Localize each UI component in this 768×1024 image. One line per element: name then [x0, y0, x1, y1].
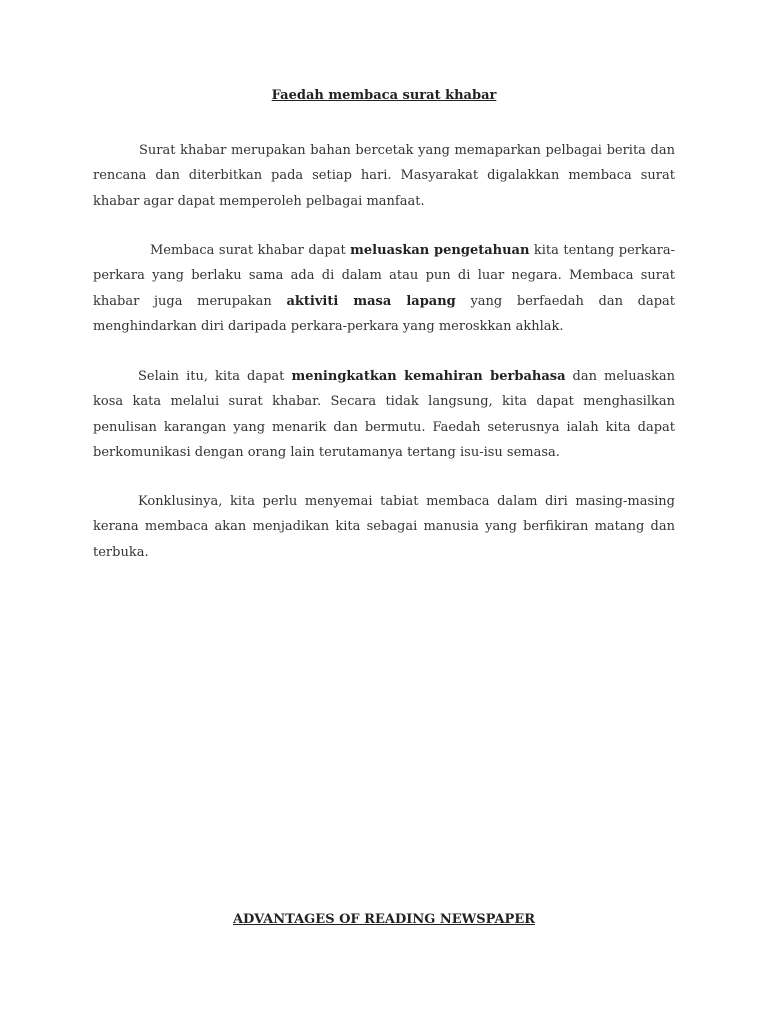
highlight-leisure: aktiviti masa lapang	[286, 293, 456, 309]
footer-title: ADVANTAGES OF READING NEWSPAPER	[232, 912, 536, 927]
paragraph-knowledge-text-1: Membaca surat khabar dapat	[150, 243, 351, 258]
highlight-language: meningkatkan kemahiran berbahasa	[291, 369, 566, 384]
paragraph-conclusion-text: Konklusinya, kita perlu menyemai tabiat membaca dalam diri masing-masing kerana membaca akan menjadikan kita sebagai manusia yang berfikiran matang dan terbuka.	[93, 494, 675, 560]
paragraph-knowledge	[93, 238, 675, 339]
highlight-knowledge: meluaskan pengetahuan	[350, 243, 530, 258]
paragraph-conclusion	[93, 489, 675, 565]
paragraph-intro-text: Surat khabar merupakan bahan bercetak yang memaparkan pelbagai berita dan rencana dan diterbitkan pada setiap hari. Masyarakat digalakkan membaca surat khabar agar dapat memperoleh pelbagai manfaat.	[93, 143, 675, 209]
paragraph-language-text-1: Selain itu, kita dapat	[138, 369, 292, 384]
paragraph-language	[93, 364, 675, 465]
paragraph-knowledge-text-2: kita tentang perkara-perkara yang berlaku sama ada di dalam atau pun di luar negara. Membaca surat khabar juga merupakan	[93, 243, 675, 309]
page-title: Faedah membaca surat khabar	[271, 88, 497, 103]
paragraph-knowledge-text-3: yang berfaedah dan dapat menghindarkan diri daripada perkara-perkara yang meroskkan akhlak.	[93, 293, 676, 334]
paragraph-language-text-2: dan meluaskan kosa kata melalui surat khabar. Secara tidak langsung, kita dapat menghasilkan penulisan karangan yang menarik dan bermutu. Faedah seterusnya ialah kita dapat berkomunikasi dengan orang lain terutamanya tertang isu-isu semasa.	[93, 369, 675, 460]
paragraph-intro	[93, 138, 675, 214]
